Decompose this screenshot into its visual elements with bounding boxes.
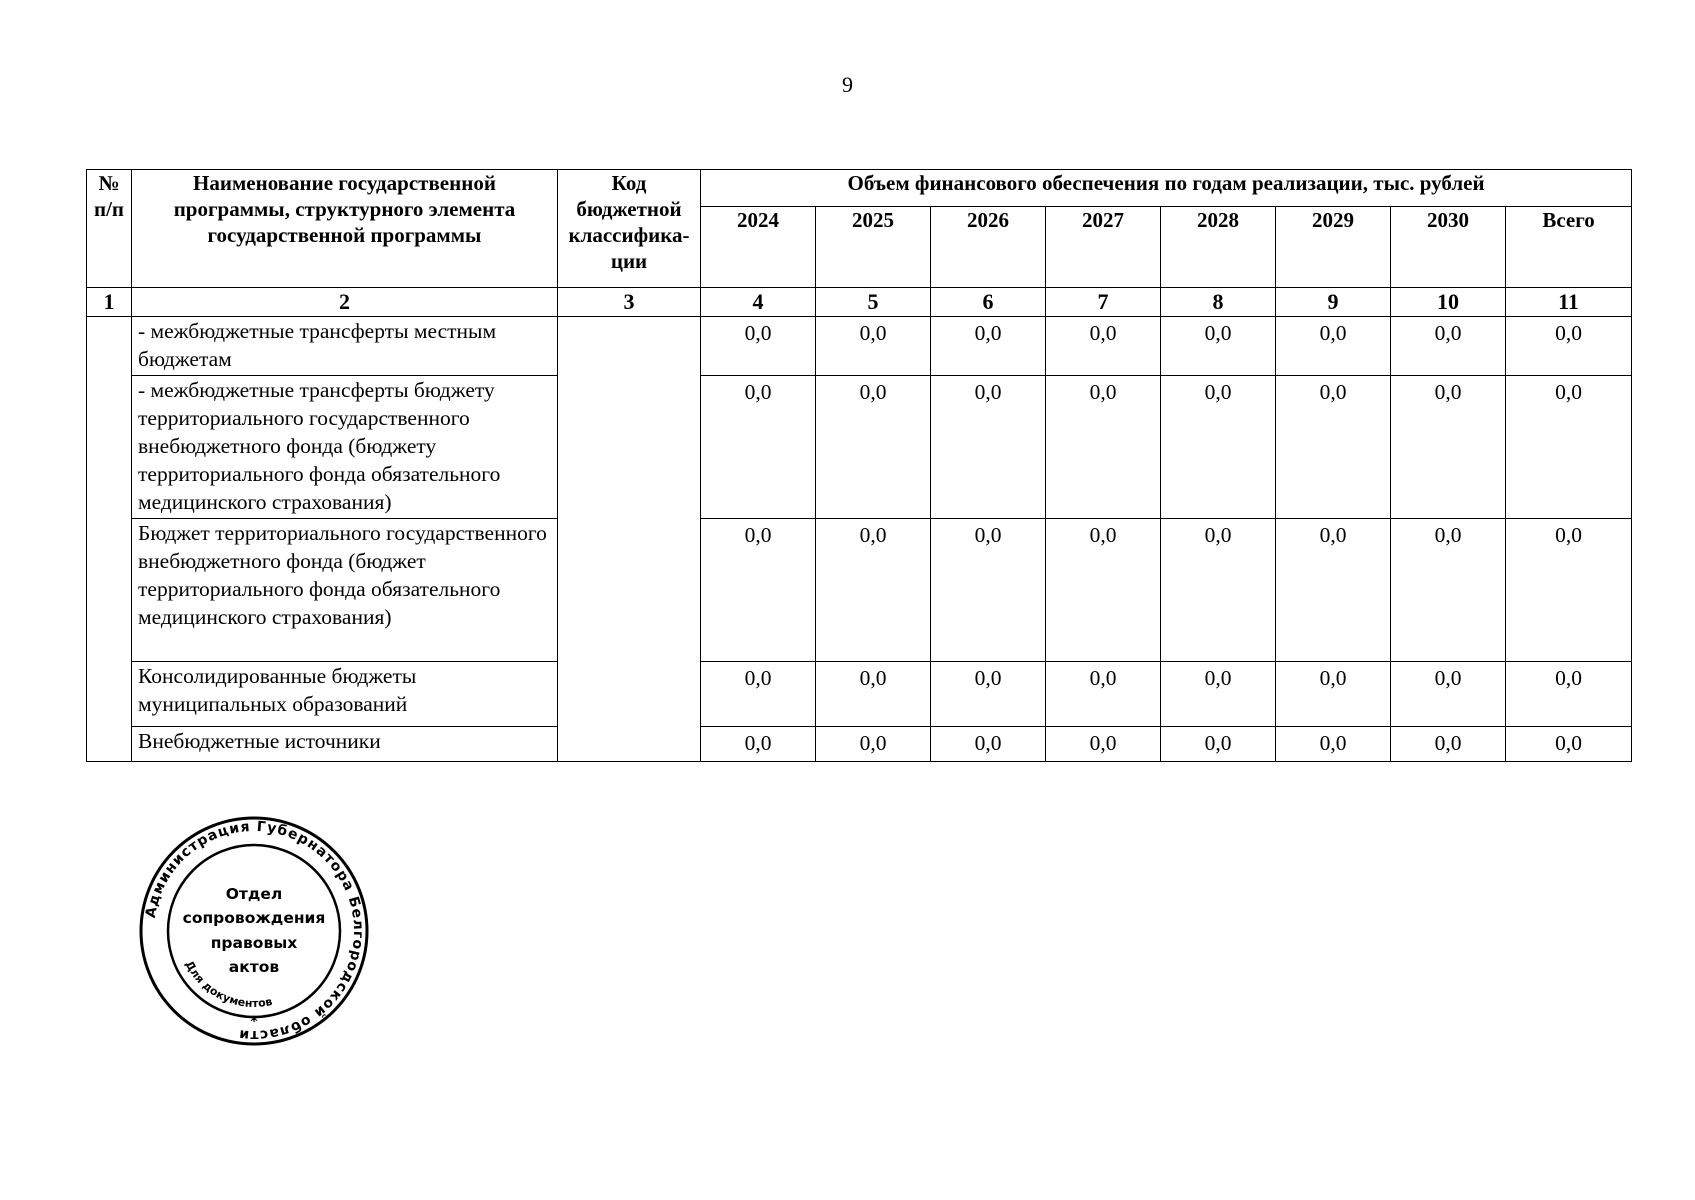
header-year: 2026 (931, 207, 1046, 288)
header-row (87, 170, 1632, 207)
table-row (87, 376, 1632, 519)
value-cell: 0,0 (816, 727, 931, 762)
column-number: 3 (558, 288, 701, 317)
stamp-center-line: Отдел (225, 885, 283, 903)
total-cell: 0,0 (1506, 317, 1632, 376)
value-cell: 0,0 (1046, 376, 1161, 519)
value-cell: 0,0 (1161, 519, 1276, 662)
value-cell: 0,0 (1276, 727, 1391, 762)
value-cell: 0,0 (1391, 727, 1506, 762)
value-cell: 0,0 (931, 662, 1046, 727)
table-row (87, 519, 1632, 662)
value-cell: 0,0 (1276, 662, 1391, 727)
value-cell: 0,0 (701, 519, 816, 662)
column-number: 7 (1046, 288, 1161, 317)
header-year: 2025 (816, 207, 931, 288)
stamp-center-line: актов (228, 958, 280, 976)
budget-table (86, 169, 1632, 762)
value-cell: 0,0 (701, 662, 816, 727)
column-number: 4 (701, 288, 816, 317)
value-cell: 0,0 (1161, 727, 1276, 762)
table-row (87, 727, 1632, 762)
total-cell: 0,0 (1506, 376, 1632, 519)
header-name: Наименование государственной программы, структурного элемента государственной программы (132, 170, 558, 288)
value-cell: 0,0 (1276, 317, 1391, 376)
row-number-cell (87, 317, 132, 762)
total-cell: 0,0 (1506, 662, 1632, 727)
value-cell: 0,0 (931, 317, 1046, 376)
total-cell: 0,0 (1506, 519, 1632, 662)
value-cell: 0,0 (931, 376, 1046, 519)
column-number: 11 (1506, 288, 1632, 317)
header-total: Всего (1506, 207, 1632, 288)
column-number: 10 (1391, 288, 1506, 317)
column-number: 1 (87, 288, 132, 317)
row-name: - межбюджетные трансферты местным бюджетам (132, 317, 558, 376)
stamp-inner-ring (168, 845, 340, 1017)
row-name: Бюджет территориального государственного внебюджетного фонда (бюджет территориального фонда обязательного медицинского страхования) (132, 519, 558, 662)
value-cell: 0,0 (1046, 727, 1161, 762)
star-icon: * (250, 1014, 258, 1030)
row-name: Внебюджетные источники (132, 727, 558, 762)
budget-code-cell (558, 317, 701, 762)
value-cell: 0,0 (1391, 662, 1506, 727)
header-code: Код бюджетной классифика-ции (558, 170, 701, 288)
value-cell: 0,0 (701, 727, 816, 762)
stamp-center-line: сопровождения (182, 909, 326, 927)
header-year: 2028 (1161, 207, 1276, 288)
header-volume: Объем финансового обеспечения по годам реализации, тыс. рублей (701, 170, 1632, 207)
value-cell: 0,0 (931, 727, 1046, 762)
value-cell: 0,0 (1046, 662, 1161, 727)
value-cell: 0,0 (816, 317, 931, 376)
row-name: Консолидированные бюджеты муниципальных образований (132, 662, 558, 727)
header-year: 2030 (1391, 207, 1506, 288)
column-number: 9 (1276, 288, 1391, 317)
value-cell: 0,0 (931, 519, 1046, 662)
page-number: 9 (842, 72, 853, 97)
column-number: 5 (816, 288, 931, 317)
value-cell: 0,0 (1391, 519, 1506, 662)
value-cell: 0,0 (1276, 519, 1391, 662)
value-cell: 0,0 (1391, 317, 1506, 376)
value-cell: 0,0 (1276, 376, 1391, 519)
value-cell: 0,0 (1161, 317, 1276, 376)
header-num: № п/п (87, 170, 132, 288)
value-cell: 0,0 (1161, 662, 1276, 727)
row-name: - межбюджетные трансферты бюджету территориального государственного внебюджетного фонда (бюджету территориального фонда обязательного медицинского страхования) (132, 376, 558, 519)
stamp-bottom-text: Для документов (182, 958, 274, 1011)
value-cell: 0,0 (816, 376, 931, 519)
header-year: 2027 (1046, 207, 1161, 288)
value-cell: 0,0 (1046, 519, 1161, 662)
value-cell: 0,0 (701, 317, 816, 376)
total-cell: 0,0 (1506, 727, 1632, 762)
stamp-ring-text: Администрация Губернатора Белгородской области (142, 818, 367, 1044)
column-number: 6 (931, 288, 1046, 317)
header-year: 2024 (701, 207, 816, 288)
official-stamp (138, 815, 370, 1047)
header-year: 2029 (1276, 207, 1391, 288)
column-number: 8 (1161, 288, 1276, 317)
table-row (87, 662, 1632, 727)
column-number: 2 (132, 288, 558, 317)
value-cell: 0,0 (701, 376, 816, 519)
column-numbers-row (87, 288, 1632, 317)
stamp-center-line: правовых (210, 934, 298, 952)
value-cell: 0,0 (1161, 376, 1276, 519)
value-cell: 0,0 (1046, 317, 1161, 376)
value-cell: 0,0 (816, 662, 931, 727)
value-cell: 0,0 (1391, 376, 1506, 519)
table-row (87, 317, 1632, 376)
value-cell: 0,0 (816, 519, 931, 662)
